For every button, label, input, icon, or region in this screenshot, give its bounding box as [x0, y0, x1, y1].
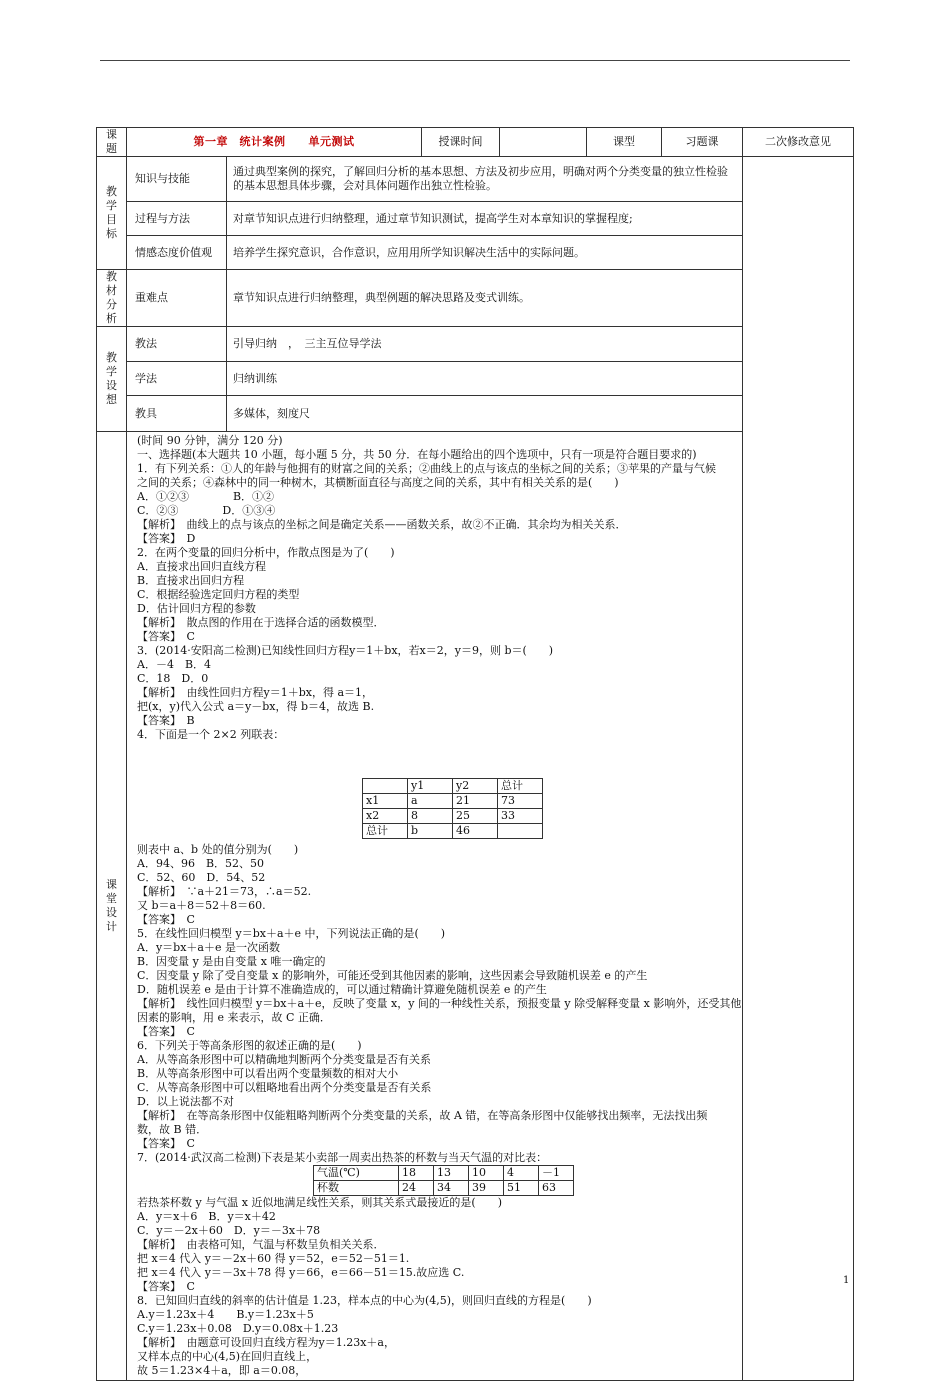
label-classroom: 课 堂 设 计 — [97, 432, 127, 1381]
text-line: C．从等高条形图中可以粗略地看出两个分类变量是否有关系 — [137, 1081, 432, 1094]
text-line: D．随机误差 e 是由于计算不准确造成的，可以通过精确计算避免随机误差 e 的产生 — [137, 983, 547, 996]
text-line: 3．(2014·安阳高二检测)已知线性回归方程y＝1＋bx，若x＝2，y＝9，则 b＝( ) — [137, 644, 554, 657]
text-line: 【解析】 由线性回归方程y＝1＋bx，得 a＝1， — [137, 686, 374, 699]
table-row — [363, 794, 543, 809]
text-line: C．因变量 y 除了受自变量 x 的影响外，可能还受到其他因素的影响，这些因素会导致随机误差 e 的产生 — [137, 969, 648, 982]
text-line: 【解析】 由题意可设回归直线方程为y＝1.23x＋a， — [137, 1336, 395, 1349]
table-cell: x2 — [363, 809, 408, 824]
table-cell: 73 — [498, 794, 543, 809]
table-cell: b — [408, 824, 453, 839]
text-line: 把(x，y)代入公式 a＝y－bx，得 b＝4，故选 B. — [137, 700, 375, 713]
table-cell: 13 — [434, 1166, 469, 1181]
table-cell: 63 — [539, 1181, 574, 1196]
type-value: 习题课 — [662, 128, 743, 157]
table-cell: 46 — [453, 824, 498, 839]
text-line: C．18 D．0 — [137, 672, 209, 685]
table-cell: 气温(℃) — [314, 1166, 399, 1181]
label-analysis: 教 材 分 析 — [97, 270, 127, 327]
design-text-learning: 归纳训练 — [227, 362, 743, 396]
text-line: 一、选择题(本大题共 10 小题，每小题 5 分，共 50 分．在每小题给出的四个选项中，只有一项是符合题目要求的) — [137, 448, 697, 461]
text-line: 故 5＝1.23×4＋a，即 a＝0.08， — [137, 1364, 307, 1377]
text-line: B．因变量 y 是由自变量 x 唯一确定的 — [137, 955, 326, 968]
classroom-content — [127, 432, 743, 1381]
table-row — [363, 809, 543, 824]
table-cell: x1 — [363, 794, 408, 809]
text-line: 又 b＝a＋8＝52＋8＝60. — [137, 899, 266, 912]
text-line: A.y＝1.23x＋4 B.y＝1.23x＋5 — [137, 1308, 314, 1321]
label-time: 授课时间 — [422, 128, 500, 157]
text-line: C.y＝1.23x＋0.08 D.y＝0.08x＋1.23 — [137, 1322, 339, 1335]
text-line: A．直接求出回归直线方程 — [137, 560, 266, 573]
goal-text-process: 对章节知识点进行归纳整理，通过章节知识测试，提高学生对本章知识的掌握程度; — [227, 202, 743, 236]
text-line: A．y＝bx＋a＋e 是一次函数 — [137, 941, 280, 954]
table-cell: 总计 — [498, 779, 543, 794]
table-cell — [363, 779, 408, 794]
text-line: C．根据经验选定回归方程的类型 — [137, 588, 300, 601]
text-line: C．52、60 D．54、52 — [137, 871, 266, 884]
text-line: (时间 90 分钟，满分 120 分) — [137, 434, 283, 447]
goal-label-process: 过程与方法 — [127, 202, 227, 236]
tea-sales-table — [313, 1165, 574, 1196]
table-cell: 24 — [399, 1181, 434, 1196]
table-cell: y2 — [453, 779, 498, 794]
table-cell: 4 — [504, 1166, 539, 1181]
table-cell: 34 — [434, 1181, 469, 1196]
text-line: 8．已知回归直线的斜率的估计值是 1.23，样本点的中心为(4,5)，则回归直线的方程是( ) — [137, 1294, 592, 1307]
table-row — [363, 779, 543, 794]
text-line: 之间的关系；④森林中的同一种树木，其横断面直径与高度之间的关系，其中有相关关系的是( ) — [137, 476, 619, 489]
design-label-method: 教法 — [127, 327, 227, 362]
goal-text-attitude: 培养学生探究意识，合作意识，应用用所学知识解决生活中的实际问题。 — [227, 236, 743, 270]
label-design: 教 学 设 想 — [97, 327, 127, 432]
text-line: A．①②③ B．①② — [137, 490, 275, 503]
analysis-text: 章节知识点进行归纳整理，典型例题的解决思路及变式训练。 — [227, 270, 743, 327]
text-line: 5．在线性回归模型 y＝bx＋a＋e 中，下列说法正确的是( ) — [137, 927, 446, 940]
label-topic: 课 题 — [97, 128, 127, 157]
text-line: 【解析】 曲线上的点与该点的坐标之间是确定关系——函数关系，故②不正确．其余均为相关关系． — [137, 518, 627, 531]
table-cell: 8 — [408, 809, 453, 824]
label-goals: 教 学 目 标 — [97, 157, 127, 270]
text-line: 【答案】 D — [137, 532, 196, 545]
text-line: C．y＝－2x＋60 D．y＝－3x＋78 — [137, 1224, 321, 1237]
text-line: A．y＝x＋6 B．y＝x＋42 — [137, 1210, 276, 1223]
table-cell — [498, 824, 543, 839]
table-cell: 杯数 — [314, 1181, 399, 1196]
text-line: B．直接求出回归方程 — [137, 574, 245, 587]
contingency-table — [362, 778, 543, 839]
text-line: 把 x＝4 代入 y＝－3x＋78 得 y＝66，e＝66－51＝15.故应选 C. — [137, 1266, 465, 1279]
design-text-method: 引导归纳 ， 三主互位导学法 — [227, 327, 743, 362]
table-cell: 51 — [504, 1181, 539, 1196]
design-text-tools: 多媒体，刻度尺 — [227, 396, 743, 432]
text-line: A．从等高条形图中可以精确地判断两个分类变量是否有关系 — [137, 1053, 431, 1066]
design-label-tools: 教具 — [127, 396, 227, 432]
lesson-plan-table — [96, 127, 854, 1381]
table-cell: 总计 — [363, 824, 408, 839]
text-line: 【答案】 C — [137, 1280, 195, 1293]
text-line: B．从等高条形图中可以看出两个变量频数的相对大小 — [137, 1067, 399, 1080]
label-revise: 二次修改意见 — [743, 128, 854, 157]
text-line: 又样本点的中心(4,5)在回归直线上， — [137, 1350, 318, 1363]
text-line: 【答案】 C — [137, 913, 195, 926]
questions-part-1 — [137, 434, 736, 742]
text-line: 4．下面是一个 2×2 列联表： — [137, 728, 285, 741]
text-line: 1．有下列关系：①人的年龄与他拥有的财富之间的关系；②曲线上的点与该点的坐标之间的关系；③苹果的产量与气候 — [137, 462, 716, 475]
table-cell: －1 — [539, 1166, 574, 1181]
text-line: 【解析】 线性回归模型 y＝bx＋a＋e，反映了变量 x，y 间的一种线性关系，预报变量 y 除受解释变量 x 影响外，还受其他 — [137, 997, 742, 1010]
text-line: 则表中 a、b 处的值分别为( ) — [137, 843, 299, 856]
page-number: 1 — [843, 1275, 850, 1286]
table-row — [363, 824, 543, 839]
text-line: 若热茶杯数 y 与气温 x 近似地满足线性关系，则其关系式最接近的是( ) — [137, 1196, 502, 1209]
text-line: 【答案】 C — [137, 1025, 195, 1038]
text-line: 【答案】 C — [137, 1137, 195, 1150]
label-type: 课型 — [587, 128, 662, 157]
table-cell: 10 — [469, 1166, 504, 1181]
design-label-learning: 学法 — [127, 362, 227, 396]
table-cell: 18 — [399, 1166, 434, 1181]
revise-column — [743, 157, 854, 1381]
goal-text-knowledge: 通过典型案例的探究，了解回归分析的基本思想、方法及初步应用，明确对两个分类变量的独立性检验的基本思想具体步骤，会对具体问题作出独立性检验。 — [227, 157, 743, 202]
goal-label-knowledge: 知识与技能 — [127, 157, 227, 202]
text-line: 【解析】 由表格可知，气温与杯数呈负相关关系． — [137, 1238, 385, 1251]
text-line: 【答案】 C — [137, 630, 195, 643]
table-cell: y1 — [408, 779, 453, 794]
text-line: A．94、96 B．52、50 — [137, 857, 265, 870]
table-cell: 25 — [453, 809, 498, 824]
page-title: 第一章 统计案例 单元测试 — [127, 128, 422, 157]
table-cell: 21 — [453, 794, 498, 809]
text-line: 2．在两个变量的回归分析中，作散点图是为了( ) — [137, 546, 395, 559]
table-cell: 33 — [498, 809, 543, 824]
table-cell: 39 — [469, 1181, 504, 1196]
text-line: 【答案】 B — [137, 714, 195, 727]
text-line: 把 x＝4 代入 y＝－2x＋60 得 y＝52，e＝52－51＝1. — [137, 1252, 410, 1265]
text-line: A．－4 B．4 — [137, 658, 212, 671]
table-row — [314, 1166, 574, 1181]
text-line: 【解析】 ∵a＋21＝73，∴a＝52. — [137, 885, 312, 898]
questions-part-3 — [137, 1196, 736, 1378]
text-line: 7．(2014·武汉高二检测)下表是某小卖部一周卖出热茶的杯数与当天气温的对比表： — [137, 1151, 548, 1164]
table-cell: a — [408, 794, 453, 809]
text-line: 【解析】 散点图的作用在于选择合适的函数模型． — [137, 616, 385, 629]
analysis-label: 重难点 — [127, 270, 227, 327]
text-line: 因素的影响，用 e 来表示，故 C 正确． — [137, 1011, 331, 1024]
goal-label-attitude: 情感态度价值观 — [127, 236, 227, 270]
text-line: 6．下列关于等高条形图的叙述正确的是( ) — [137, 1039, 362, 1052]
text-line: D．估计回归方程的参数 — [137, 602, 256, 615]
text-line: C．②③ D．①③④ — [137, 504, 276, 517]
time-value — [500, 128, 587, 157]
table-row — [314, 1181, 574, 1196]
questions-part-2 — [137, 843, 742, 1165]
text-line: D．以上说法都不对 — [137, 1095, 234, 1108]
text-line: 数，故 B 错． — [137, 1123, 208, 1136]
header-rule — [100, 60, 850, 61]
text-line: 【解析】 在等高条形图中仅能粗略判断两个分类变量的关系，故 A 错，在等高条形图中仅能够找出频率，无法找出频 — [137, 1109, 708, 1122]
